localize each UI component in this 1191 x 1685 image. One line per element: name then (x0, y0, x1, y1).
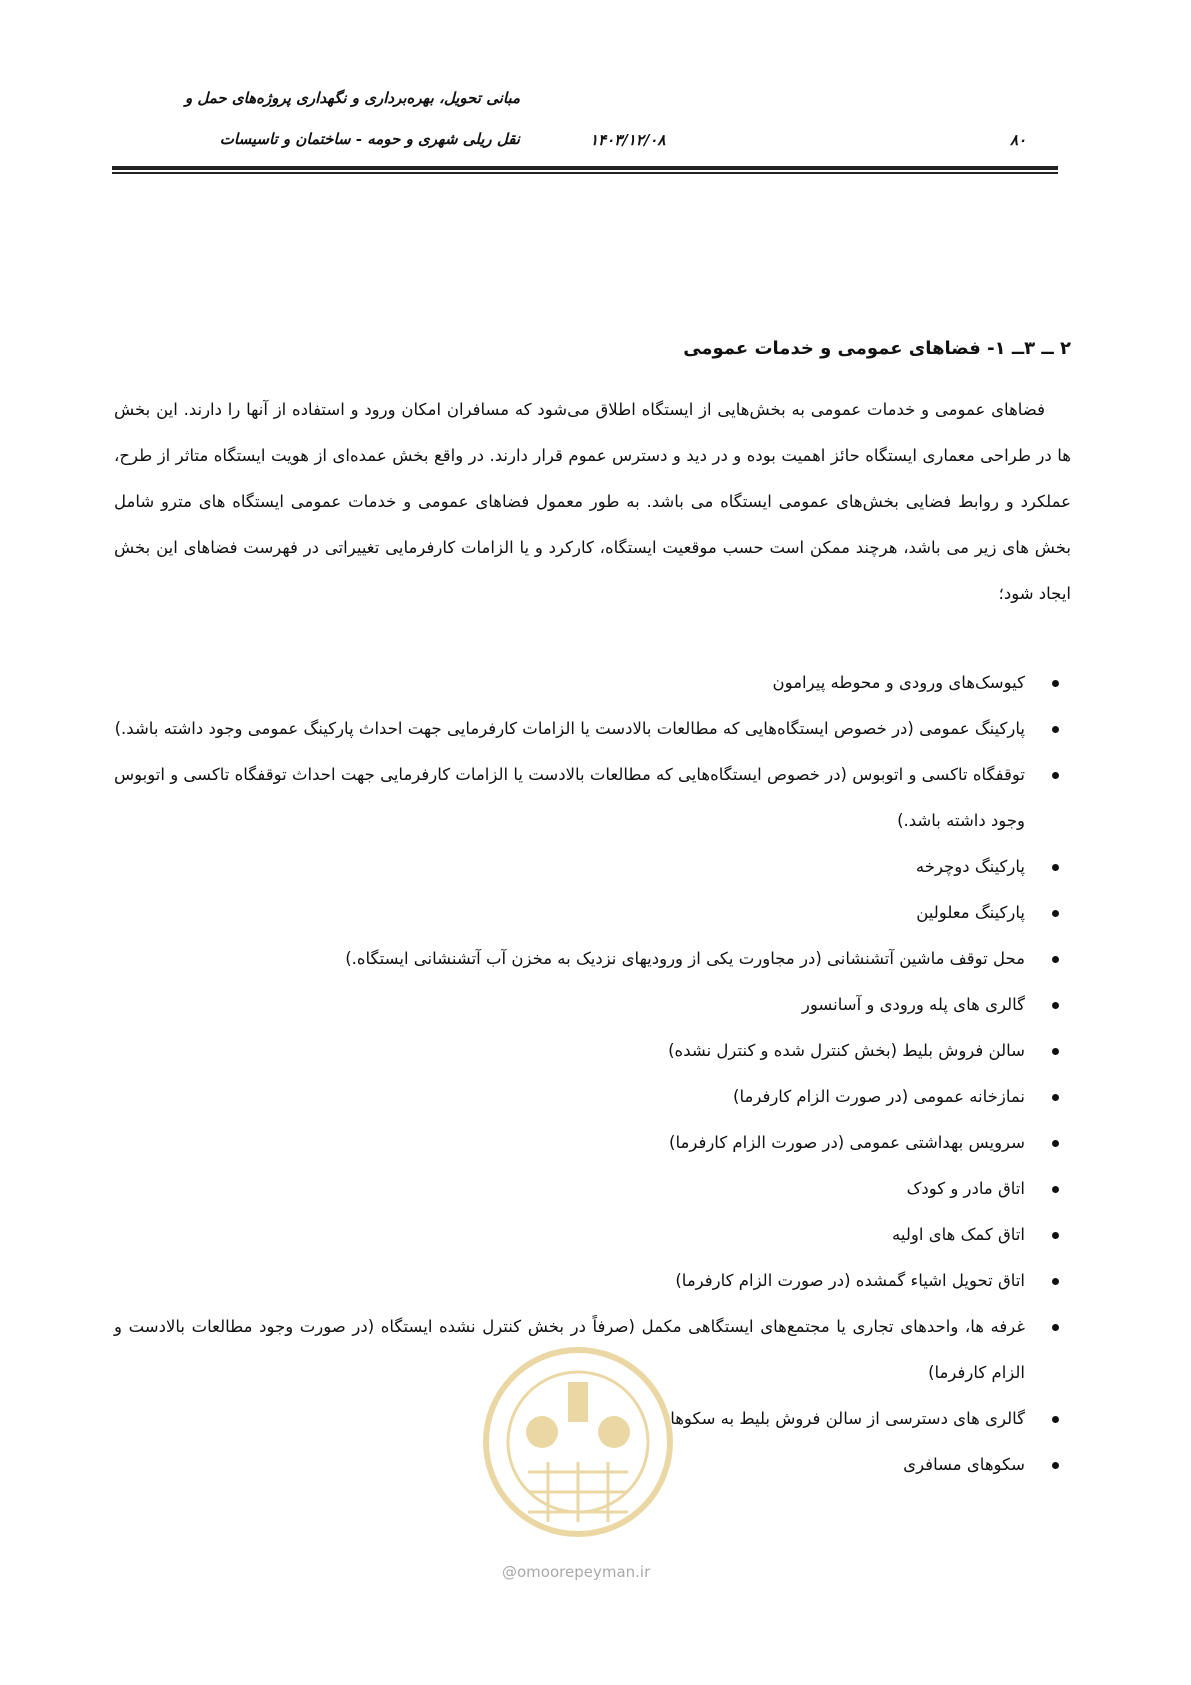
header-rule-thin (112, 172, 1058, 174)
bullet-icon (1052, 1416, 1059, 1423)
list-item (114, 1166, 1071, 1212)
watermark-url: @omoorepeyman.ir (502, 1563, 651, 1581)
list-item (114, 1074, 1071, 1120)
list-item (114, 1120, 1071, 1166)
bullet-icon (1052, 1186, 1059, 1193)
list-item-text: نمازخانه عمومی (در صورت الزام کارفرما) (733, 1087, 1025, 1106)
list-item-text: اتاق کمک های اولیه (892, 1225, 1025, 1244)
list-item-text: کیوسک‌های ورودی و محوطه پیرامون (772, 673, 1025, 692)
list-item (114, 890, 1071, 936)
section-title: ۲ ــ ۳ــ ۱- فضاهای عمومی و خدمات عمومی (683, 338, 1071, 359)
list-item-text: اتاق تحویل اشیاء گمشده (در صورت الزام کارفرما) (675, 1271, 1025, 1290)
list-item-text: پارکینگ معلولین (916, 903, 1025, 922)
bullet-icon (1052, 680, 1059, 687)
list-item (114, 706, 1071, 752)
list-item-text: محل توقف ماشین آتشنشانی (در مجاورت یکی از ورودیهای نزدیک به مخزن آب آتشنشانی ایستگاه.) (345, 949, 1025, 968)
page-number: ۸۰ (1010, 131, 1027, 149)
bullet-icon (1052, 1048, 1059, 1055)
list-item-text: پارکینگ عمومی (در خصوص ایستگاه‌هایی که مطالعات بالادست یا الزامات کارفرمایی جهت احداث پارکینگ عمومی وجود داشته باشد.) (114, 719, 1025, 738)
seal-logo-icon (468, 1322, 688, 1562)
list-item-text: گالری های پله ورودی و آسانسور (801, 995, 1025, 1014)
list-item-text: توقفگاه تاکسی و اتوبوس (در خصوص ایستگاه‌هایی که مطالعات بالادست یا الزامات کارفرمایی جهت احداث توقفگاه تاکسی و اتوبوس وجود داشته باشد.) (114, 765, 1025, 830)
list-item (114, 660, 1071, 706)
header-title-line2: نقل ریلی شهری و حومه - ساختمان و تاسیسات (219, 130, 520, 148)
list-item (114, 982, 1071, 1028)
bullet-icon (1052, 1462, 1059, 1469)
bullet-icon (1052, 1232, 1059, 1239)
header-title-line1: مبانی تحویل، بهره‌برداری و نگهداری پروژه‌های حمل و (184, 89, 520, 107)
header-rule-thick (112, 166, 1058, 170)
bullet-icon (1052, 1002, 1059, 1009)
list-item-text: اتاق مادر و کودک (906, 1179, 1025, 1198)
bullet-icon (1052, 726, 1059, 733)
list-item (114, 752, 1071, 844)
bullet-icon (1052, 1140, 1059, 1147)
header-date: ۱۴۰۳/۱۲/۰۸ (590, 131, 666, 149)
section-paragraph: فضاهای عمومی و خدمات عمومی به بخش‌هایی از ایستگاه اطلاق می‌شود که مسافران امکان ورود و استفاده از آنها را دارند. این بخش ها در طراحی معماری ایستگاه حائز اهمیت بوده و در دید و دسترس عموم قرار دارند. در واقع بخش عمده‌ای از هویت ایستگاه متاثر از طرح، عملکرد و روابط فضایی بخش‌های عمومی ایستگاه می باشد. به طور معمول فضاهای عمومی و خدمات عمومی ایستگاه های مترو شامل بخش های زیر می باشد، هرچند ممکن است حسب موقعیت ایستگاه، کارکرد و یا الزامات کارفرمایی تغییراتی در فهرست فضاهای این بخش ایجاد شود؛ (114, 400, 1071, 603)
bullet-icon (1052, 772, 1059, 779)
list-item (114, 844, 1071, 890)
list-item-text: گالری های دسترسی از سالن فروش بلیط به سکوها (670, 1409, 1025, 1428)
bullet-icon (1052, 1278, 1059, 1285)
bullet-icon (1052, 956, 1059, 963)
bullet-icon (1052, 1094, 1059, 1101)
list-item-text: پارکینگ دوچرخه (915, 857, 1025, 876)
bullet-icon (1052, 1324, 1059, 1331)
bullet-icon (1052, 910, 1059, 917)
list-item (114, 936, 1071, 982)
list-item (114, 1258, 1071, 1304)
list-item-text: سکوهای مسافری (903, 1455, 1025, 1474)
list-item-text: سالن فروش بلیط (بخش کنترل شده و کنترل نشده) (668, 1041, 1025, 1060)
list-item (114, 1212, 1071, 1258)
list-item (114, 1028, 1071, 1074)
bullet-icon (1052, 864, 1059, 871)
list-item-text: سرویس بهداشتی عمومی (در صورت الزام کارفرما) (669, 1133, 1025, 1152)
list-item-text: غرفه ها، واحدهای تجاری یا مجتمع‌های ایستگاهی مکمل (صرفاً در بخش کنترل نشده ایستگاه (در صورت وجود مطالعات بالادست و الزام کارفرما) (114, 1317, 1025, 1382)
